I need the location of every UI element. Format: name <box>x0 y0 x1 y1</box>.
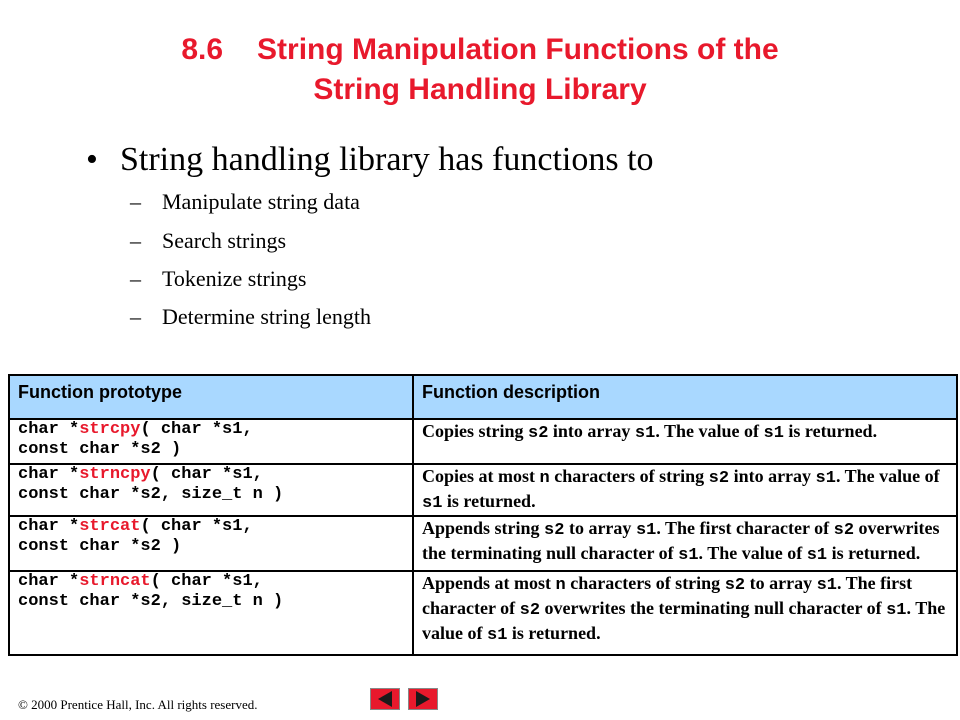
proto-prefix: char * <box>18 465 80 484</box>
description-text: . The value of <box>422 598 946 643</box>
description-text: . The first character of <box>422 573 913 618</box>
main-bullet <box>86 138 654 182</box>
description-text: Appends at most <box>422 573 556 593</box>
proto-params: ( char *s1, <box>150 572 263 591</box>
triangle-left-icon <box>378 691 392 707</box>
sub-bullet-tokenize <box>130 265 306 293</box>
description-text: Copies string <box>422 421 529 441</box>
code-token: n <box>539 469 550 488</box>
code-token: s1 <box>635 521 657 540</box>
proto-params: ( char *s1, <box>140 517 253 536</box>
description-text: to array <box>564 518 636 538</box>
title-line-2: String Handling Library <box>313 73 647 106</box>
triangle-right-icon <box>416 691 430 707</box>
code-token: s2 <box>708 469 730 488</box>
description-text: Copies at most <box>422 466 540 486</box>
table-row <box>9 516 957 571</box>
function-name: strcat <box>79 517 141 536</box>
proto-prefix: char * <box>18 517 80 536</box>
code-token: s1 <box>763 424 784 443</box>
header-prototype: Function prototype <box>9 375 413 419</box>
sub-bullet-dash: – <box>130 266 141 291</box>
code-token: s2 <box>833 521 855 540</box>
description-text: is returned. <box>507 623 601 643</box>
sub-bullet-text: Determine string length <box>162 304 371 329</box>
description-text: is returned. <box>827 543 921 563</box>
function-name: strncpy <box>79 465 151 484</box>
bullet-dot: • <box>86 141 98 178</box>
proto-line-2: const char *s2, size_t n ) <box>18 592 284 611</box>
code-token: s2 <box>724 576 746 595</box>
description-text: Appends string <box>422 518 545 538</box>
next-slide-button[interactable] <box>408 688 438 710</box>
code-token: s1 <box>422 494 443 513</box>
sub-bullet-search <box>130 227 286 255</box>
sub-bullet-text: Manipulate string data <box>162 189 360 214</box>
description-text: is returned. <box>783 421 878 441</box>
code-token: s2 <box>528 424 549 443</box>
proto-line-2: const char *s2 ) <box>18 440 182 459</box>
section-number: 8.6 <box>181 33 224 66</box>
code-token: s1 <box>815 469 836 488</box>
code-token: s2 <box>544 521 565 540</box>
sub-bullet-dash: – <box>130 189 141 214</box>
description-text: characters of string <box>549 466 709 486</box>
header-description: Function description <box>413 375 957 419</box>
proto-params: ( char *s1, <box>150 465 263 484</box>
table-row <box>9 571 957 655</box>
sub-bullet-length <box>130 303 371 331</box>
proto-line-2: const char *s2, size_t n ) <box>18 485 284 504</box>
description-text: . The value of <box>655 421 764 441</box>
table-header-row <box>9 375 957 419</box>
code-token: n <box>555 576 566 595</box>
proto-prefix: char * <box>18 420 80 439</box>
table-row <box>9 464 957 516</box>
description-cell <box>413 516 957 571</box>
prototype-cell <box>9 516 413 571</box>
code-token: s1 <box>886 601 907 620</box>
proto-prefix: char * <box>18 572 80 591</box>
sub-bullet-dash: – <box>130 304 141 329</box>
sub-bullet-text: Search strings <box>162 228 287 253</box>
code-token: s1 <box>816 576 837 595</box>
code-token: s1 <box>678 546 699 565</box>
description-text: into array <box>729 466 816 486</box>
description-text: overwrites the terminating null character of <box>540 598 887 618</box>
table-row <box>9 419 957 464</box>
proto-params: ( char *s1, <box>140 420 253 439</box>
slide-title <box>0 30 960 110</box>
description-text: . The value of <box>698 543 807 563</box>
sub-bullet-dash: – <box>130 228 141 253</box>
description-cell <box>413 464 957 516</box>
description-text: is returned. <box>442 491 536 511</box>
code-token: s2 <box>519 601 541 620</box>
copyright-footer: © 2000 Prentice Hall, Inc. All rights reserved. <box>18 697 258 712</box>
prototype-cell <box>9 419 413 464</box>
description-text: . The first character of <box>656 518 834 538</box>
previous-slide-button[interactable] <box>370 688 400 710</box>
description-text: to array <box>745 573 817 593</box>
description-cell <box>413 419 957 464</box>
sub-bullet-text: Tokenize strings <box>162 266 307 291</box>
sub-bullet-manipulate <box>130 188 360 216</box>
description-cell <box>413 571 957 655</box>
description-text: . The value of <box>835 466 940 486</box>
function-name: strncat <box>79 572 151 591</box>
function-table <box>8 374 958 656</box>
prototype-cell <box>9 571 413 655</box>
title-line-1 <box>0 30 960 70</box>
function-name: strcpy <box>79 420 141 439</box>
code-token: s1 <box>487 626 508 645</box>
code-token: s1 <box>634 424 656 443</box>
description-text: into array <box>548 421 635 441</box>
bullet-text: String handling library has functions to <box>120 141 654 178</box>
code-token: s1 <box>806 546 828 565</box>
title-text-1: String Manipulation Functions of the <box>257 33 779 66</box>
description-text: characters of string <box>565 573 725 593</box>
proto-line-2: const char *s2 ) <box>18 537 182 556</box>
description-text: overwrites the terminating null character of <box>422 518 940 563</box>
prototype-cell <box>9 464 413 516</box>
